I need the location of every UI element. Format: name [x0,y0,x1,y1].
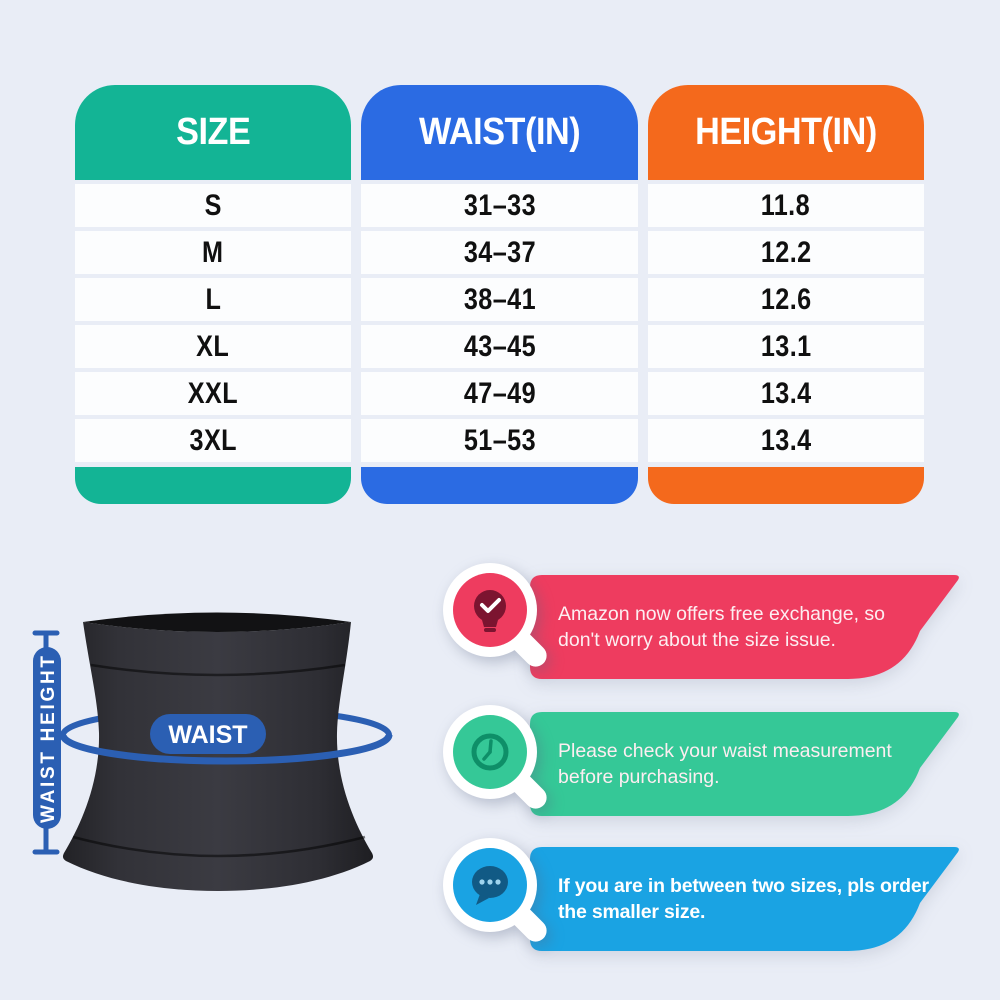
waist-height-label: WAIST HEIGHT [38,655,59,823]
callout-line: Please check your waist measurement [558,739,892,762]
callout-line: don't worry about the size issue. [558,628,836,651]
callout-badge [430,697,560,837]
size-cell: XXL [75,372,351,415]
height-cell: 12.6 [648,278,924,321]
callout-check-measurement [430,697,1000,839]
size-cell: 3XL [75,419,351,462]
height-cell: 13.4 [648,419,924,462]
height-cell: 13.1 [648,325,924,368]
header-size-label: SIZE [176,111,251,153]
size-cell: L [75,278,351,321]
header-size [75,85,351,180]
footer-bar-height [648,467,924,504]
callout-text [558,712,958,816]
header-waist [361,85,637,180]
waist-cell: 47–49 [361,372,637,415]
callout-line: Amazon now offers free exchange, so [558,602,885,625]
waist-cell: 34–37 [361,231,637,274]
size-cell: S [75,184,351,227]
footer-bar-size [75,467,351,504]
header-height [648,85,924,180]
callout-text [558,575,958,679]
column-size [75,85,351,504]
height-cell: 13.4 [648,372,924,415]
waist-trainer-diagram [18,585,422,915]
callout-free-exchange [430,555,1000,697]
callout-badge [430,830,560,970]
waist-cell: 43–45 [361,325,637,368]
size-cell: M [75,231,351,274]
header-height-label: HEIGHT(IN) [694,111,877,153]
waist-label: WAIST [168,721,248,749]
callout-between-sizes [430,830,1000,972]
size-chart-table [75,85,924,504]
column-waist [361,85,637,504]
callout-line: before purchasing. [558,765,720,788]
waist-cell: 38–41 [361,278,637,321]
waist-cell: 51–53 [361,419,637,462]
waist-cell: 31–33 [361,184,637,227]
footer-bar-waist [361,467,637,504]
header-waist-label: WAIST(IN) [418,111,581,153]
column-height [648,85,924,504]
callout-text [558,847,958,951]
height-cell: 11.8 [648,184,924,227]
size-cell: XL [75,325,351,368]
callout-line: the smaller size. [558,900,706,923]
callout-line: If you are in between two sizes, pls order [558,874,929,897]
height-cell: 12.2 [648,231,924,274]
callout-badge [430,555,560,695]
